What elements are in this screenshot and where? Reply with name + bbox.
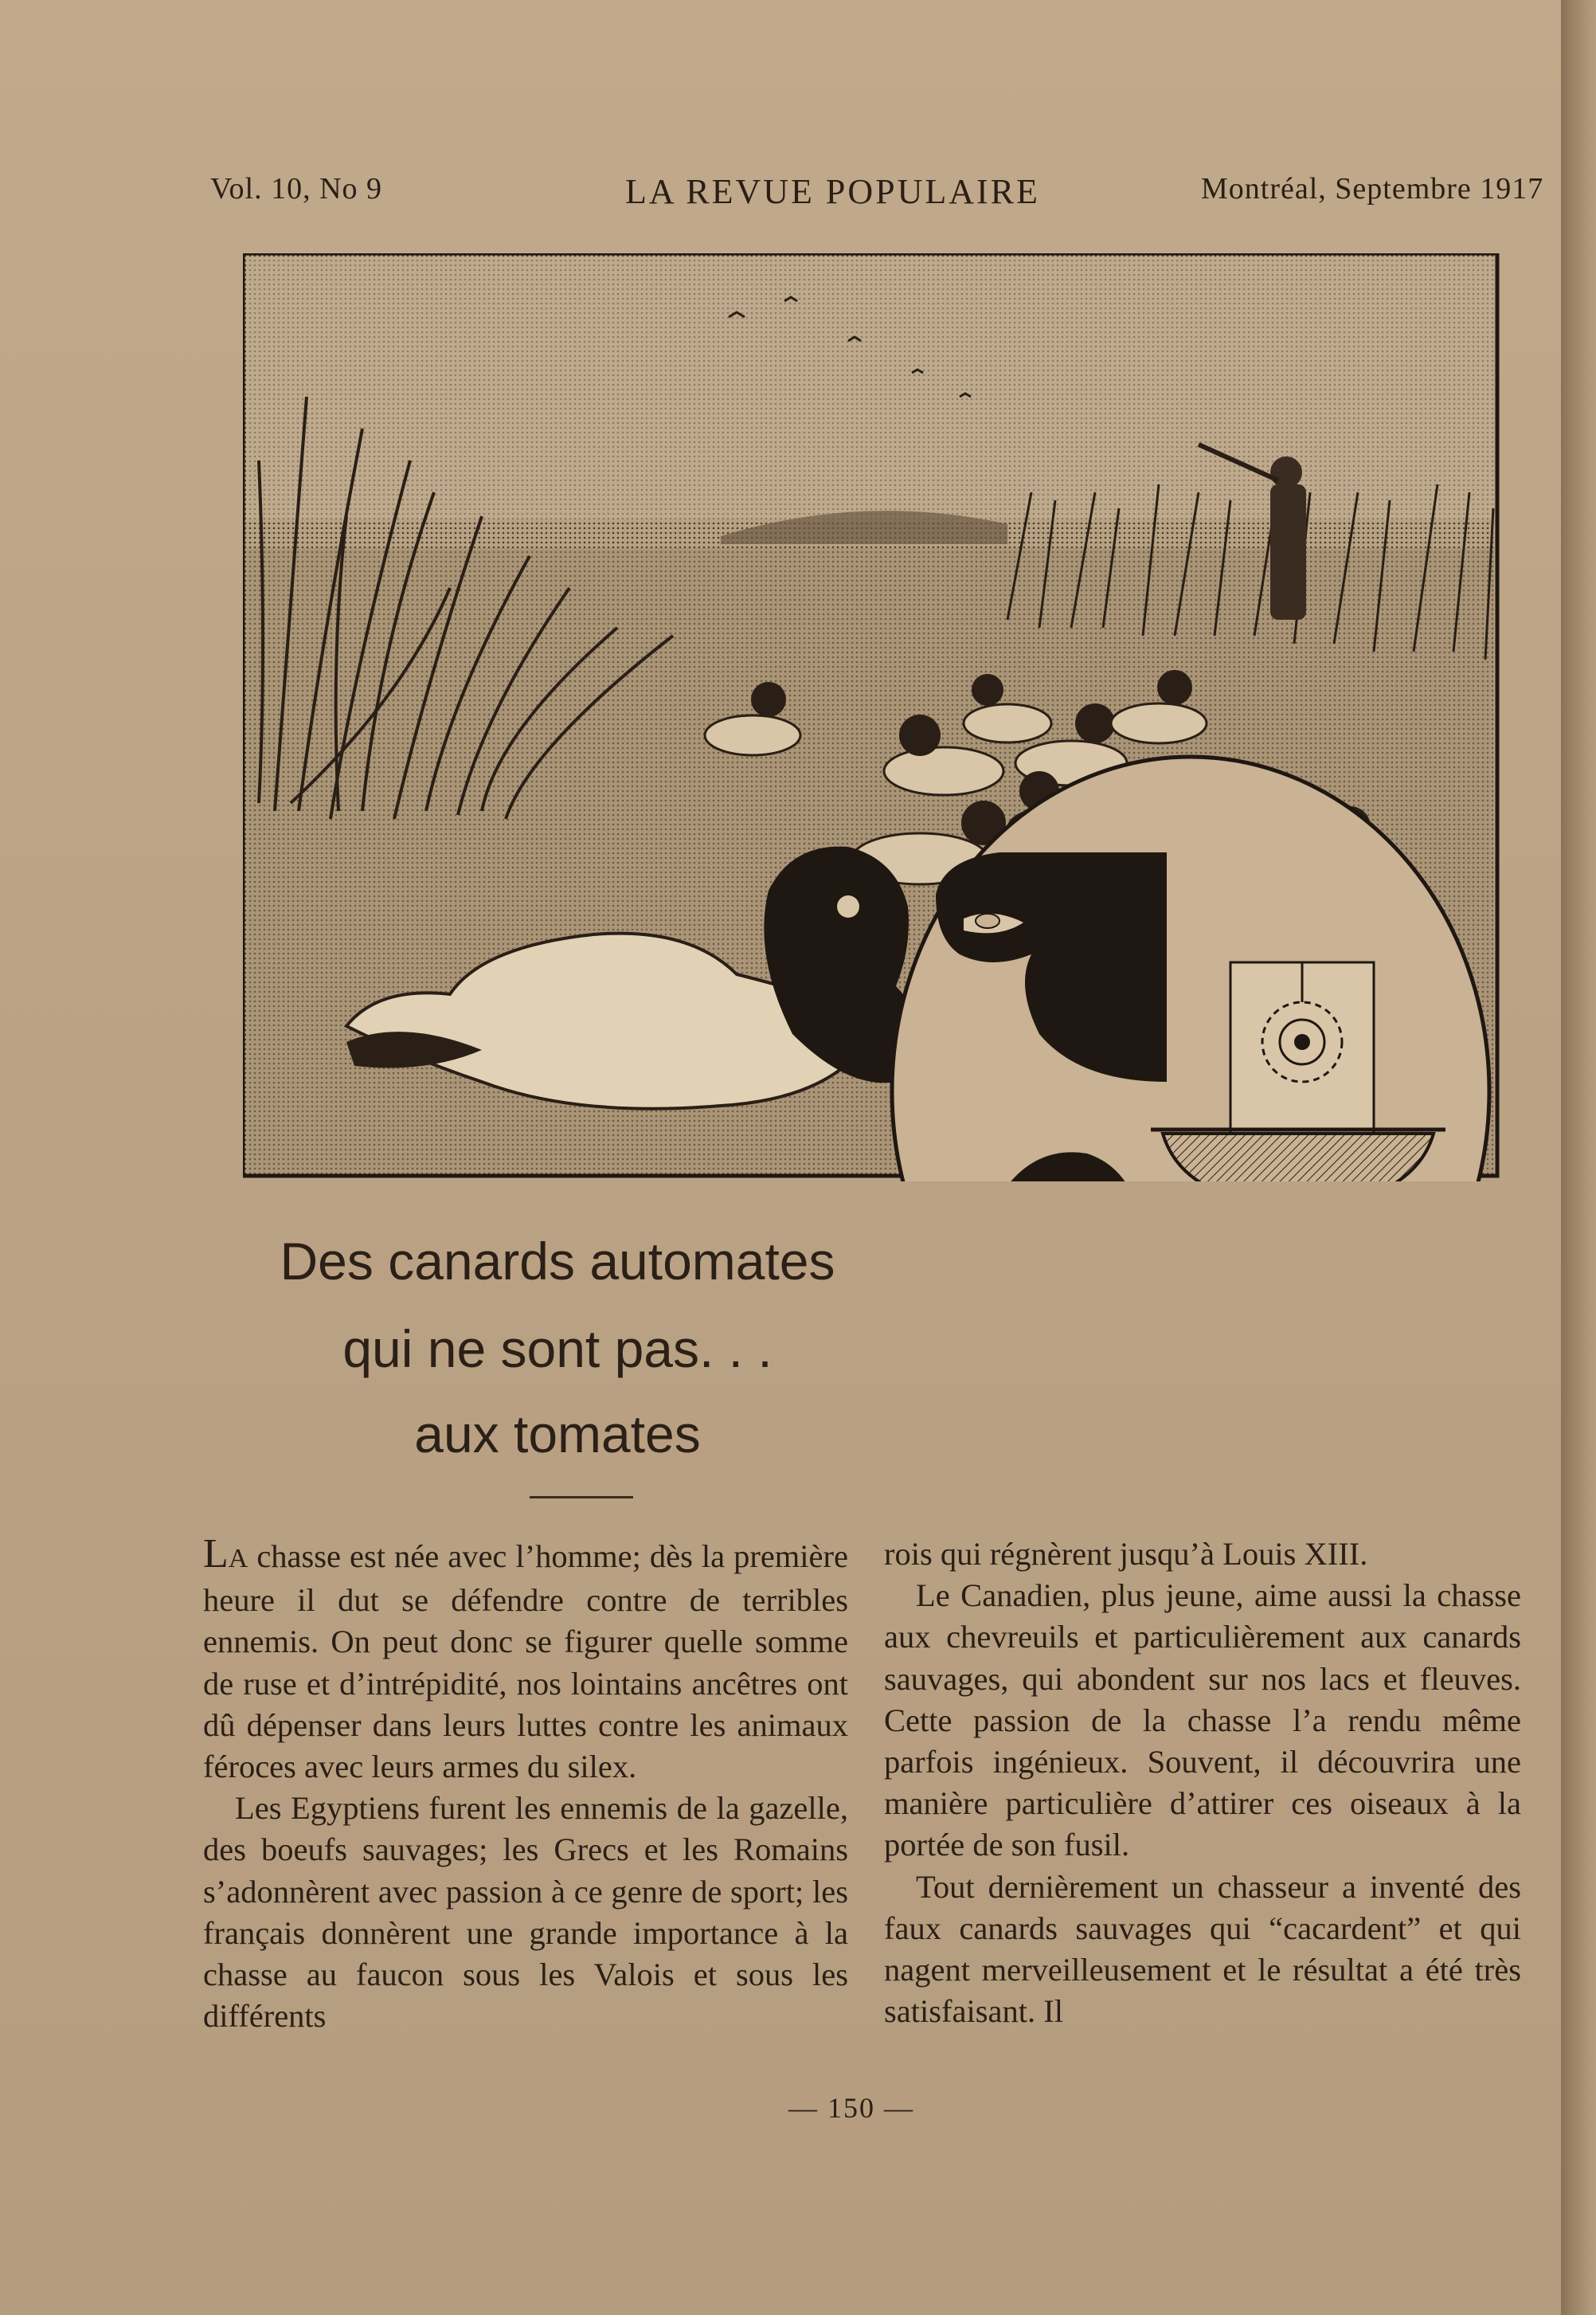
- binding-edge: [1561, 0, 1596, 2315]
- article-paragraph: [203, 1531, 848, 1788]
- small-cap: A: [228, 1544, 248, 1573]
- magazine-title: LA REVUE POPULAIRE: [625, 172, 1040, 211]
- headline-line-2: qui ne sont pas. . .: [342, 1319, 773, 1378]
- article-paragraph: Le Canadien, plus jeune, aime aussi la chasse aux chevreuils et particulièrement aux canards sauvages, qui abondent sur nos lacs et fleuves. Cette passion de la chasse l’a rendu même parfois ingénieux. Souvent, il découvrira une manière particulière d’attirer ces oiseaux à la portée de son fusil.: [884, 1577, 1521, 1863]
- issue-date: Montréal, Septembre 1917: [1201, 172, 1544, 206]
- headline-line-1: Des canards automates: [280, 1232, 835, 1291]
- duck-hunting-illustration: [243, 253, 1501, 1181]
- article-paragraph: Tout dernièrement un chasseur a inventé des faux canards sauvages qui “cacardent” et qui nagent merveilleusement et le résultat a été très satisfaisant. Il: [884, 1868, 1521, 2030]
- drop-cap: L: [203, 1531, 229, 1577]
- headline-line-3: aux tomates: [414, 1404, 701, 1463]
- article-column-left: [203, 1531, 848, 2037]
- article-paragraph: Les Egyptiens furent les ennemis de la gazelle, des boeufs sauvages; les Grecs et les Romains s’adonnèrent avec passion à ce genre de sport; les français donnèrent une grande importance à la chasse au faucon sous les Valois et sous les différents: [203, 1790, 848, 2035]
- issue-volume: Vol. 10, No 9: [210, 172, 383, 206]
- paragraph-text: chasse est née avec l’homme; dès la première heure il dut se défendre contre de terribles ennemis. On peut donc se figurer quelle somme de ruse et d’intrépidité, nos lointains ancêtres ont dû dépenser dans leurs luttes contre les animaux féroces avec leurs armes du silex.: [203, 1538, 848, 1785]
- headline-rule: [530, 1496, 633, 1498]
- article-column-right: [884, 1534, 1521, 2032]
- page-number: — 150 —: [788, 2092, 914, 2124]
- article-paragraph: rois qui régnèrent jusqu’à Louis XIII.: [884, 1536, 1368, 1572]
